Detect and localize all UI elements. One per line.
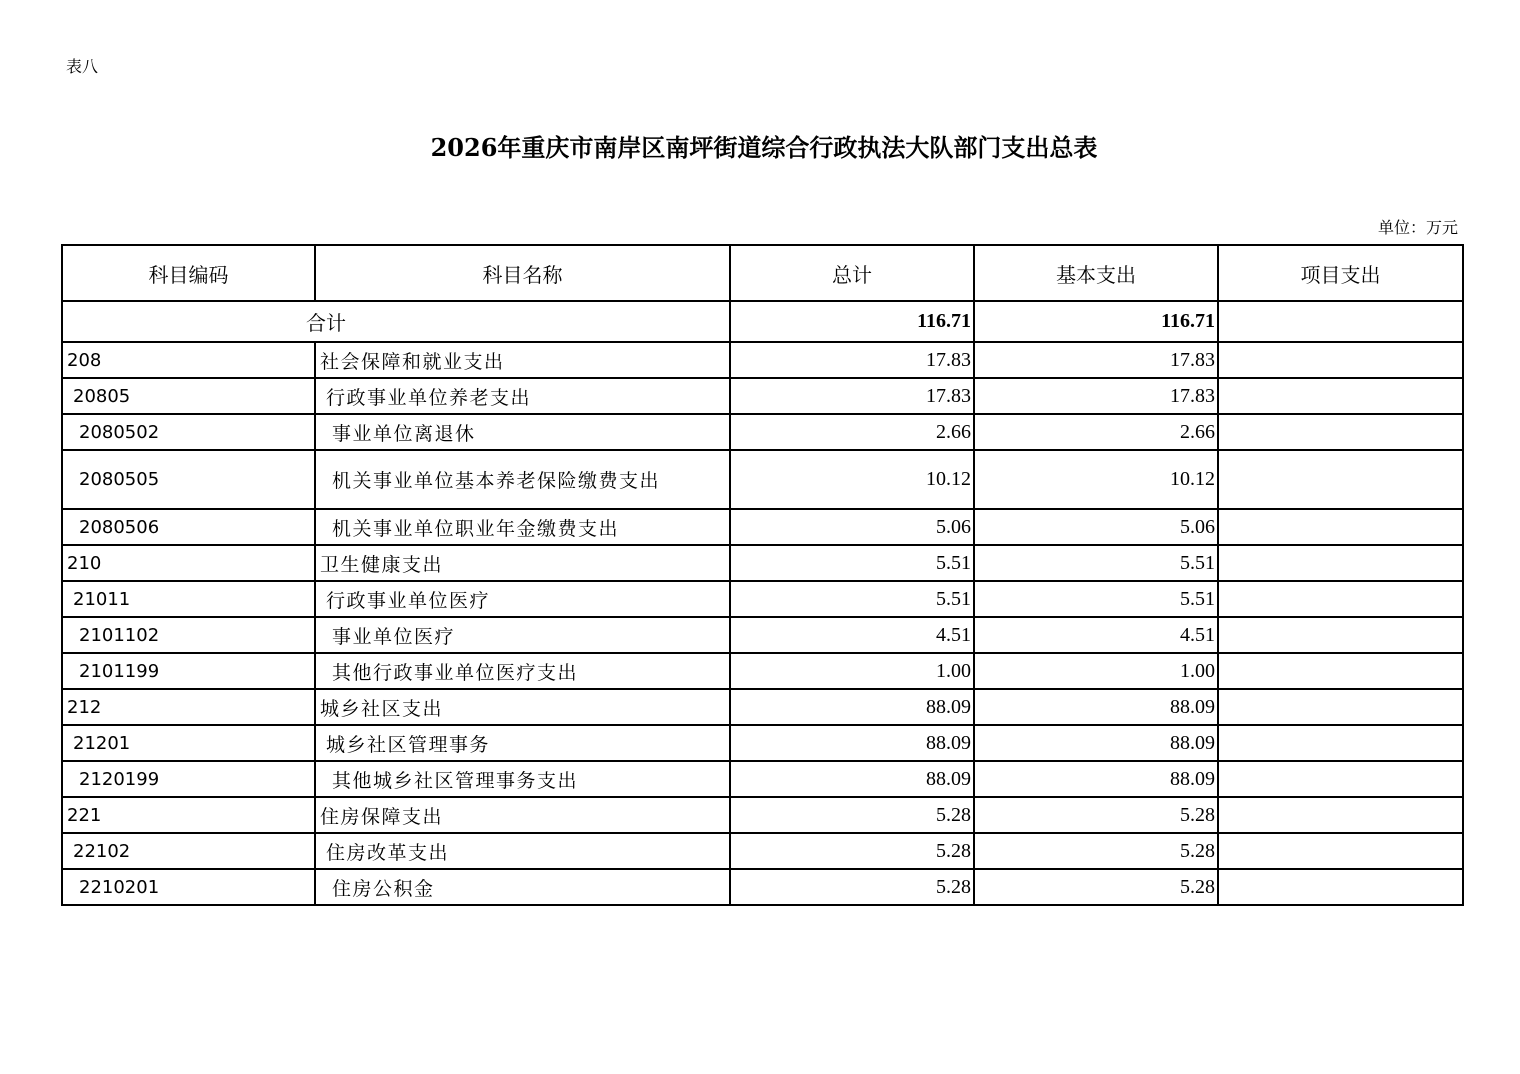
row-code: 21011 — [62, 581, 315, 617]
row-name: 机关事业单位职业年金缴费支出 — [315, 509, 730, 545]
row-name: 其他行政事业单位医疗支出 — [315, 653, 730, 689]
row-name: 住房公积金 — [315, 869, 730, 905]
header-row — [62, 245, 1463, 301]
row-project — [1218, 797, 1463, 833]
row-basic: 2.66 — [974, 414, 1218, 450]
row-name: 城乡社区管理事务 — [315, 725, 730, 761]
row-code: 21201 — [62, 725, 315, 761]
row-project — [1218, 869, 1463, 905]
row-project — [1218, 725, 1463, 761]
row-project — [1218, 450, 1463, 509]
row-name: 社会保障和就业支出 — [315, 342, 730, 378]
page-title: 2026年重庆市南岸区南坪街道综合行政执法大队部门支出总表 — [430, 133, 1098, 162]
row-total: 5.51 — [730, 545, 974, 581]
row-basic: 5.28 — [974, 833, 1218, 869]
row-code: 208 — [62, 342, 315, 378]
row-project — [1218, 833, 1463, 869]
row-project — [1218, 617, 1463, 653]
row-basic: 88.09 — [974, 761, 1218, 797]
table-row — [62, 450, 1463, 509]
row-basic: 4.51 — [974, 617, 1218, 653]
row-code: 22102 — [62, 833, 315, 869]
row-total: 5.28 — [730, 797, 974, 833]
row-code: 221 — [62, 797, 315, 833]
row-project — [1218, 581, 1463, 617]
row-total: 5.06 — [730, 509, 974, 545]
row-total: 88.09 — [730, 761, 974, 797]
header-name: 科目名称 — [315, 245, 730, 301]
header-project: 项目支出 — [1218, 245, 1463, 301]
row-total: 1.00 — [730, 653, 974, 689]
header-basic: 基本支出 — [974, 245, 1218, 301]
row-name: 事业单位离退休 — [315, 414, 730, 450]
expenditure-table — [61, 244, 1464, 906]
row-code: 212 — [62, 689, 315, 725]
row-code: 2080505 — [62, 450, 315, 509]
table-row — [62, 617, 1463, 653]
row-project — [1218, 545, 1463, 581]
row-total: 5.51 — [730, 581, 974, 617]
row-project — [1218, 761, 1463, 797]
table-row — [62, 545, 1463, 581]
table-row — [62, 689, 1463, 725]
row-basic: 17.83 — [974, 342, 1218, 378]
header-total: 总计 — [730, 245, 974, 301]
row-project — [1218, 378, 1463, 414]
table-row — [62, 797, 1463, 833]
total-basic: 116.71 — [974, 301, 1218, 342]
row-basic: 5.51 — [974, 545, 1218, 581]
unit-label: 单位：万元 — [1377, 218, 1458, 237]
row-basic: 88.09 — [974, 725, 1218, 761]
row-name: 其他城乡社区管理事务支出 — [315, 761, 730, 797]
table-row — [62, 509, 1463, 545]
table-row — [62, 869, 1463, 905]
header-code: 科目编码 — [62, 245, 315, 301]
row-name: 住房改革支出 — [315, 833, 730, 869]
row-name: 行政事业单位养老支出 — [315, 378, 730, 414]
total-label: 合计 — [62, 301, 730, 342]
row-project — [1218, 653, 1463, 689]
row-project — [1218, 342, 1463, 378]
row-project — [1218, 509, 1463, 545]
table-row — [62, 653, 1463, 689]
row-total: 5.28 — [730, 833, 974, 869]
row-basic: 5.28 — [974, 869, 1218, 905]
row-basic: 88.09 — [974, 689, 1218, 725]
row-project — [1218, 414, 1463, 450]
row-code: 2101102 — [62, 617, 315, 653]
row-code: 2080502 — [62, 414, 315, 450]
row-total: 17.83 — [730, 378, 974, 414]
total-total: 116.71 — [730, 301, 974, 342]
row-name: 机关事业单位基本养老保险缴费支出 — [315, 450, 730, 509]
table-row — [62, 761, 1463, 797]
table-row — [62, 342, 1463, 378]
row-basic: 1.00 — [974, 653, 1218, 689]
row-total: 10.12 — [730, 450, 974, 509]
row-name: 事业单位医疗 — [315, 617, 730, 653]
row-basic: 5.06 — [974, 509, 1218, 545]
row-total: 17.83 — [730, 342, 974, 378]
row-basic: 17.83 — [974, 378, 1218, 414]
row-total: 88.09 — [730, 689, 974, 725]
total-project — [1218, 301, 1463, 342]
row-basic: 5.28 — [974, 797, 1218, 833]
row-total: 5.28 — [730, 869, 974, 905]
row-code: 20805 — [62, 378, 315, 414]
row-project — [1218, 689, 1463, 725]
row-code: 210 — [62, 545, 315, 581]
table-row — [62, 414, 1463, 450]
table-row — [62, 581, 1463, 617]
table-row — [62, 378, 1463, 414]
row-name: 住房保障支出 — [315, 797, 730, 833]
row-total: 2.66 — [730, 414, 974, 450]
row-code: 2080506 — [62, 509, 315, 545]
row-basic: 5.51 — [974, 581, 1218, 617]
row-code: 2101199 — [62, 653, 315, 689]
row-total: 88.09 — [730, 725, 974, 761]
row-name: 行政事业单位医疗 — [315, 581, 730, 617]
table-number: 表八 — [66, 57, 99, 76]
row-name: 卫生健康支出 — [315, 545, 730, 581]
row-code: 2210201 — [62, 869, 315, 905]
row-basic: 10.12 — [974, 450, 1218, 509]
row-name: 城乡社区支出 — [315, 689, 730, 725]
table-row — [62, 725, 1463, 761]
row-total: 4.51 — [730, 617, 974, 653]
total-row — [62, 301, 1463, 342]
row-code: 2120199 — [62, 761, 315, 797]
table-row — [62, 833, 1463, 869]
